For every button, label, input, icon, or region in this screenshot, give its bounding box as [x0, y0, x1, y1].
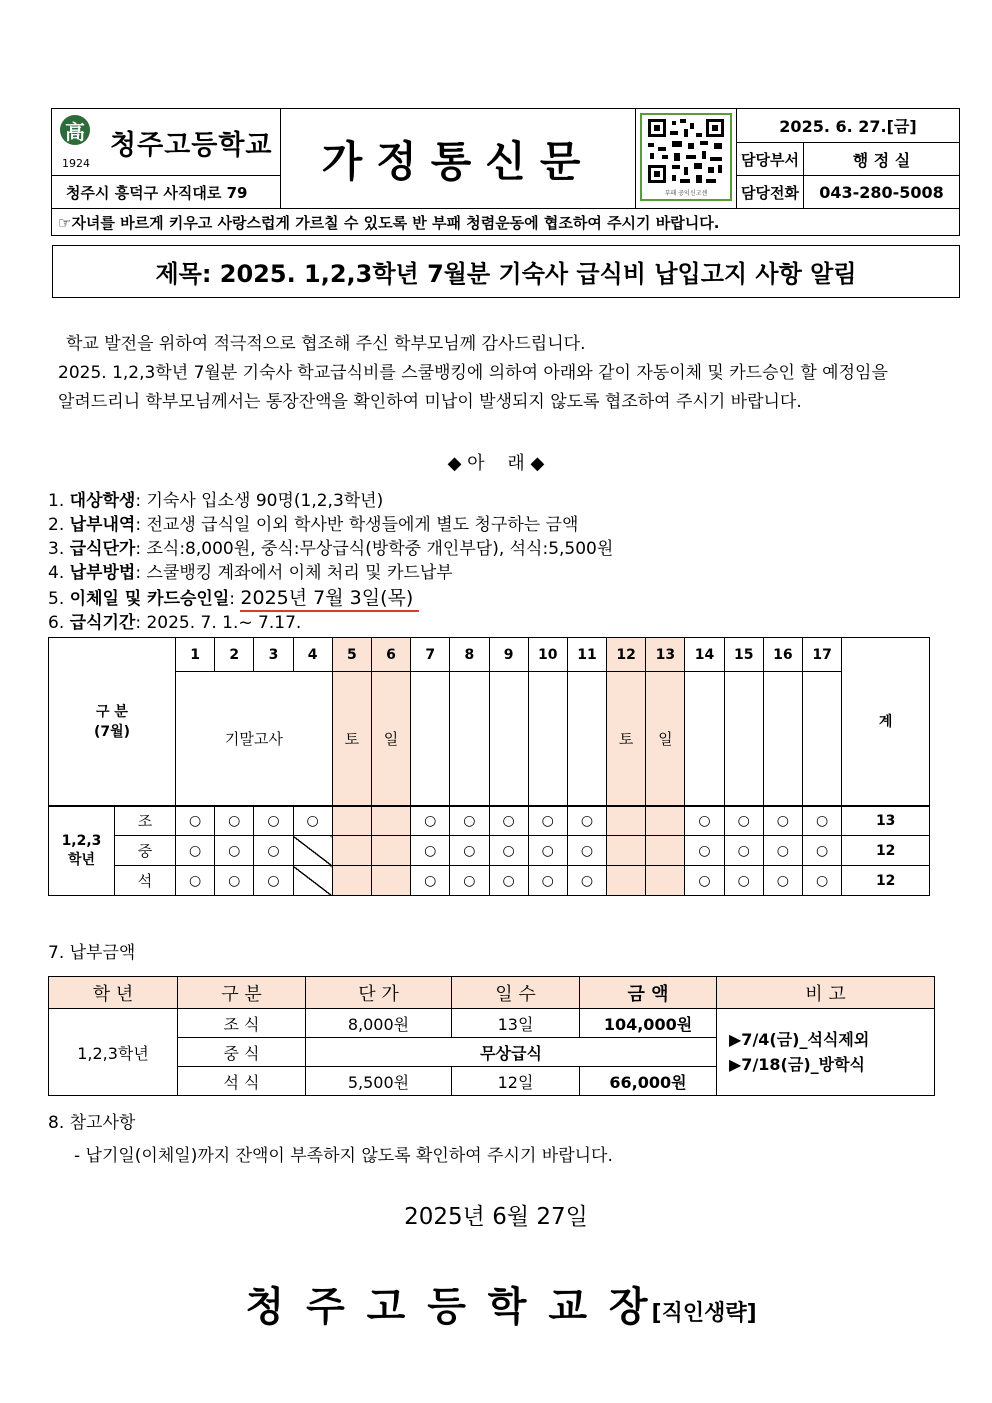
school-name-cell — [52, 109, 281, 176]
fee-days: 12일 — [452, 1067, 580, 1096]
issue-date: 2025. 6. 27.[금] — [737, 109, 960, 143]
meal-mark: ○ — [411, 806, 450, 836]
empty-cell — [607, 836, 646, 866]
meal-mark: ○ — [803, 806, 842, 836]
notice-item — [48, 534, 613, 559]
empty-cell — [332, 806, 371, 836]
meal-mark: ○ — [215, 836, 254, 866]
body-line-1: 학교 발전을 위하여 적극적으로 협조해 주신 학부모님께 감사드립니다. — [66, 334, 586, 354]
principal-name: 청 주 고 등 학 교 장 — [245, 1284, 652, 1330]
anti-corruption-slogan: ☞자녀를 바르게 키우고 사랑스럽게 가르칠 수 있도록 반 부패 청렴운동에 협조하여 주시기 바랍니다. — [52, 209, 960, 236]
fee-section-title: 7. 납부금액 — [48, 943, 136, 963]
meal-mark: ○ — [567, 806, 606, 836]
meal-mark: ○ — [803, 866, 842, 896]
day-number: 5 — [332, 638, 371, 672]
fee-header-days: 일 수 — [452, 977, 580, 1009]
meal-mark: ○ — [254, 866, 293, 896]
fee-header-type: 구 분 — [178, 977, 306, 1009]
body-line-3: 알려드리니 학부모님께서는 통장잔액을 확인하여 미납이 발생되지 않도록 협조하여 주시기 바랍니다. — [58, 392, 802, 412]
qr-cell — [636, 109, 737, 209]
meal-mark: ○ — [293, 806, 332, 836]
fee-days: 13일 — [452, 1009, 580, 1038]
item-number: 5. — [48, 589, 65, 609]
meal-mark: ○ — [215, 866, 254, 896]
empty-cell — [607, 866, 646, 896]
day-cell — [489, 672, 528, 806]
empty-cell — [371, 806, 410, 836]
fee-note-2: ▶7/18(금)_방학식 — [729, 1055, 865, 1074]
empty-cell — [371, 836, 410, 866]
empty-cell — [646, 806, 685, 836]
day-number: 15 — [724, 638, 763, 672]
fee-header-price: 단 가 — [306, 977, 452, 1009]
fee-note-1: ▶7/4(금)_석식제외 — [729, 1030, 870, 1049]
item-text: : 전교생 급식일 이외 학사반 학생들에게 별도 청구하는 금액 — [135, 515, 579, 535]
dept-value: 행 정 실 — [804, 143, 960, 176]
meal-mark: ○ — [685, 806, 724, 836]
fee-grade: 1,2,3학년 — [49, 1009, 178, 1096]
meal-mark: ○ — [567, 866, 606, 896]
meal-mark: ○ — [411, 866, 450, 896]
meal-name: 중 — [115, 836, 176, 866]
phone-label: 담당전화 — [737, 176, 804, 209]
no-meal-cell — [293, 836, 332, 866]
day-cell — [411, 672, 450, 806]
item-label: 납부내역 — [69, 515, 136, 535]
meal-mark: ○ — [803, 836, 842, 866]
day-number: 6 — [371, 638, 410, 672]
meal-mark: ○ — [528, 806, 567, 836]
weekend-label: 일 — [646, 672, 685, 806]
fee-type: 중 식 — [178, 1038, 306, 1067]
empty-cell — [371, 866, 410, 896]
day-cell — [567, 672, 606, 806]
item-number: 2. — [48, 515, 65, 535]
day-number: 3 — [254, 638, 293, 672]
school-logo-icon: 高 — [60, 115, 90, 145]
group-label: 1,2,3 학년 — [49, 806, 115, 896]
empty-cell — [332, 836, 371, 866]
dept-label: 담당부서 — [737, 143, 804, 176]
meal-mark: ○ — [489, 836, 528, 866]
meal-mark: ○ — [176, 806, 215, 836]
item-text: : — [229, 589, 241, 609]
item-number: 6. — [48, 613, 65, 633]
meal-mark: ○ — [176, 866, 215, 896]
meal-mark: ○ — [763, 836, 802, 866]
meal-mark: ○ — [450, 866, 489, 896]
school-name: 청주고등학교 — [110, 130, 273, 161]
fee-header-grade: 학 년 — [49, 977, 178, 1009]
schedule-table — [48, 637, 930, 896]
weekend-label: 일 — [371, 672, 410, 806]
seal-omitted: [직인생략] — [651, 1301, 757, 1326]
item-text: : 조식:8,000원, 중식:무상급식(방학중 개인부담), 석식:5,500원 — [135, 539, 614, 559]
meal-mark: ○ — [489, 806, 528, 836]
item-text: : 2025. 7. 1.~ 7.17. — [135, 613, 302, 633]
meal-mark: ○ — [724, 836, 763, 866]
meal-total: 13 — [842, 806, 930, 836]
day-number: 1 — [176, 638, 215, 672]
subject-title: 제목: 2025. 1,2,3학년 7월분 기숙사 급식비 납입고지 사항 알림 — [52, 245, 960, 298]
item-text: : 스쿨뱅킹 계좌에서 이체 처리 및 카드납부 — [135, 563, 453, 583]
fee-note — [717, 1009, 935, 1096]
meal-mark: ○ — [685, 836, 724, 866]
sign-date: 2025년 6월 27일 — [404, 1204, 588, 1230]
item-label: 급식단가 — [69, 539, 136, 559]
meal-total: 12 — [842, 866, 930, 896]
day-cell — [528, 672, 567, 806]
meal-mark: ○ — [685, 866, 724, 896]
reference-title: 8. 참고사항 — [48, 1113, 136, 1133]
school-address: 청주시 흥덕구 사직대로 79 — [52, 176, 281, 209]
empty-cell — [332, 866, 371, 896]
svg-text:부패 공익신고센: 부패 공익신고센 — [664, 189, 708, 197]
notice-item — [48, 583, 419, 610]
meal-mark: ○ — [724, 866, 763, 896]
day-number: 12 — [607, 638, 646, 672]
fee-amount: 104,000원 — [580, 1009, 717, 1038]
meal-mark: ○ — [450, 806, 489, 836]
day-number: 10 — [528, 638, 567, 672]
notice-heading: ◆ 아 래 ◆ — [447, 453, 545, 474]
day-number: 11 — [567, 638, 606, 672]
principal-line — [0, 1256, 992, 1332]
notice-item — [48, 510, 578, 535]
header-table — [51, 108, 960, 236]
item-label: 급식기간 — [69, 613, 136, 633]
weekend-label: 토 — [332, 672, 371, 806]
day-cell — [724, 672, 763, 806]
day-number: 14 — [685, 638, 724, 672]
newsletter-title: 가정통신문 — [281, 109, 636, 209]
meal-mark: ○ — [411, 836, 450, 866]
item-text: : 기숙사 입소생 90명(1,2,3학년) — [135, 491, 384, 511]
meal-mark: ○ — [528, 866, 567, 896]
exam-label: 기말고사 — [176, 672, 333, 806]
meal-mark: ○ — [724, 806, 763, 836]
day-number: 16 — [763, 638, 802, 672]
no-meal-cell — [293, 866, 332, 896]
founded-year: 1924 — [62, 157, 90, 170]
empty-cell — [607, 806, 646, 836]
fee-table — [48, 976, 935, 1096]
meal-mark: ○ — [567, 836, 606, 866]
body-line-2: 2025. 1,2,3학년 7월분 기숙사 학교급식비를 스쿨뱅킹에 의하여 아래와 같이 자동이체 및 카드승인 할 예정임을 — [58, 363, 888, 383]
item-number: 1. — [48, 491, 65, 511]
meal-name: 조 — [115, 806, 176, 836]
notice-item — [48, 486, 383, 511]
day-cell — [685, 672, 724, 806]
fee-type: 석 식 — [178, 1067, 306, 1096]
item-label: 이체일 및 카드승인일 — [69, 589, 230, 609]
day-cell — [763, 672, 802, 806]
day-number: 8 — [450, 638, 489, 672]
meal-mark: ○ — [176, 836, 215, 866]
fee-header-note: 비 고 — [717, 977, 935, 1009]
empty-cell — [646, 866, 685, 896]
fee-free-lunch: 무상급식 — [306, 1038, 717, 1067]
phone-value: 043-280-5008 — [804, 176, 960, 209]
meal-mark: ○ — [489, 866, 528, 896]
item-number: 4. — [48, 563, 65, 583]
total-header: 계 — [842, 638, 930, 806]
meal-mark: ○ — [528, 836, 567, 866]
meal-mark: ○ — [763, 866, 802, 896]
qr-code-icon — [640, 113, 732, 201]
fee-header-amount: 금 액 — [580, 977, 717, 1009]
day-cell — [803, 672, 842, 806]
day-number: 9 — [489, 638, 528, 672]
weekend-label: 토 — [607, 672, 646, 806]
meal-mark: ○ — [254, 806, 293, 836]
day-number: 2 — [215, 638, 254, 672]
item-label: 대상학생 — [69, 491, 136, 511]
fee-amount: 66,000원 — [580, 1067, 717, 1096]
day-number: 4 — [293, 638, 332, 672]
reference-text: - 납기일(이체일)까지 잔액이 부족하지 않도록 확인하여 주시기 바랍니다. — [74, 1146, 613, 1166]
fee-type: 조 식 — [178, 1009, 306, 1038]
notice-item — [48, 608, 301, 633]
meal-mark: ○ — [254, 836, 293, 866]
day-number: 7 — [411, 638, 450, 672]
notice-item — [48, 558, 453, 583]
empty-cell — [646, 836, 685, 866]
day-number: 17 — [803, 638, 842, 672]
item-highlight: 2025년 7월 3일(목) — [240, 587, 419, 612]
meal-mark: ○ — [450, 836, 489, 866]
item-label: 납부방법 — [69, 563, 136, 583]
schedule-header-label: 구 분 (7월) — [49, 638, 176, 806]
meal-mark: ○ — [763, 806, 802, 836]
day-number: 13 — [646, 638, 685, 672]
meal-mark: ○ — [215, 806, 254, 836]
fee-price: 5,500원 — [306, 1067, 452, 1096]
meal-name: 석 — [115, 866, 176, 896]
item-number: 3. — [48, 539, 65, 559]
fee-price: 8,000원 — [306, 1009, 452, 1038]
meal-total: 12 — [842, 836, 930, 866]
day-cell — [450, 672, 489, 806]
